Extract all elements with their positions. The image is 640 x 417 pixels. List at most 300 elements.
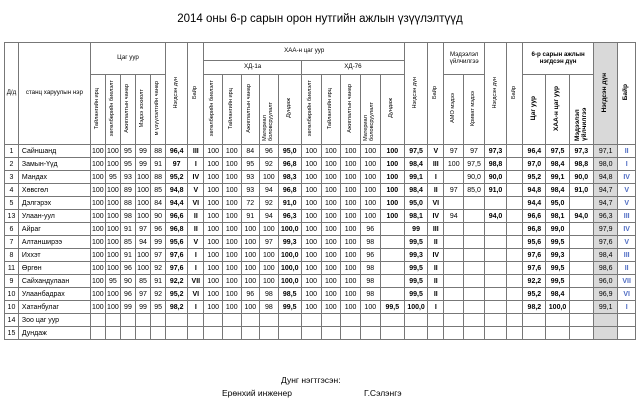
mede-rank bbox=[507, 236, 523, 249]
xd1a-header: ХД-1а bbox=[243, 63, 262, 71]
station-name: Сайншанд bbox=[18, 145, 90, 158]
xd1a-value: 100 bbox=[260, 275, 279, 288]
tu-value: 88 bbox=[151, 145, 166, 158]
xaa-rank: II bbox=[428, 262, 444, 275]
tu-value: 95 bbox=[105, 275, 120, 288]
summary-value: 97,5 bbox=[546, 145, 569, 158]
mede-value bbox=[444, 288, 464, 301]
xd76-col-header: хөтөлбөрийн биелэлт bbox=[307, 80, 314, 137]
mede-rank bbox=[507, 301, 523, 314]
xaa-total bbox=[404, 327, 427, 340]
summary-value: 98,8 bbox=[569, 158, 593, 171]
station-name: Зоо цаг уур bbox=[18, 314, 90, 327]
tu-total: 96,4 bbox=[166, 145, 188, 158]
xd76-value: 100 bbox=[321, 197, 341, 210]
tu-value: 100 bbox=[90, 145, 105, 158]
xd1a-col-header: Тайлангийн ирц bbox=[227, 87, 234, 130]
tu-value: 100 bbox=[90, 301, 105, 314]
xd1a-value: 93 bbox=[241, 171, 260, 184]
xd76-value: 100 bbox=[380, 184, 404, 197]
mede-value bbox=[444, 262, 464, 275]
table-row bbox=[5, 184, 636, 197]
table-row bbox=[5, 158, 636, 171]
xd1a-col-header: Материал боловсруулалт bbox=[261, 102, 274, 142]
mede-value: 97 bbox=[444, 145, 464, 158]
final-rank: II bbox=[618, 145, 636, 158]
tu-value: 100 bbox=[105, 301, 120, 314]
xd1a-value: 97 bbox=[260, 236, 279, 249]
row-number: 8 bbox=[5, 249, 19, 262]
final-rank: IV bbox=[618, 171, 636, 184]
xd1a-value: 92 bbox=[260, 158, 279, 171]
xd76-value: 100 bbox=[360, 171, 380, 184]
xd1a-col-header: Дундаж bbox=[285, 98, 292, 119]
final-rank: V bbox=[618, 236, 636, 249]
xd76-value: 100 bbox=[321, 288, 341, 301]
tu-total: 94,8 bbox=[166, 184, 188, 197]
tu-col-header: м үзүүлэлтийн чанар bbox=[154, 81, 161, 136]
tu-total: 97,6 bbox=[166, 262, 188, 275]
tu-value: 100 bbox=[90, 249, 105, 262]
summary-value: 99,5 bbox=[546, 262, 569, 275]
xd1a-value: 100 bbox=[204, 275, 223, 288]
footer-signer: Г.Сэлэнгэ bbox=[364, 388, 402, 398]
tu-value: 96 bbox=[120, 288, 135, 301]
mede-value bbox=[464, 249, 485, 262]
dd-header: Д/д bbox=[6, 89, 17, 97]
tu-rank: I bbox=[188, 249, 204, 262]
summary-value: 99,5 bbox=[546, 236, 569, 249]
xd1a-value: 95,0 bbox=[278, 145, 301, 158]
xd1a-value: 100 bbox=[222, 288, 241, 301]
summary-value: 96,8 bbox=[523, 223, 546, 236]
summary-value bbox=[523, 314, 546, 327]
xd76-value: 100 bbox=[341, 210, 361, 223]
xd76-value: 100 bbox=[301, 288, 321, 301]
tu-total: 95,2 bbox=[166, 288, 188, 301]
tu-rank: I bbox=[188, 301, 204, 314]
mede-total bbox=[485, 223, 507, 236]
xd76-value: 100 bbox=[301, 236, 321, 249]
mede-total: 94,0 bbox=[485, 210, 507, 223]
tu-value: 91 bbox=[151, 275, 166, 288]
xd76-value: 99,5 bbox=[380, 301, 404, 314]
xd1a-value: 100 bbox=[241, 223, 260, 236]
xd1a-value: 100 bbox=[204, 236, 223, 249]
xd1a-value: 100 bbox=[222, 158, 241, 171]
xd1a-value: 100 bbox=[204, 158, 223, 171]
summary-value bbox=[569, 249, 593, 262]
tu-value: 99 bbox=[120, 301, 135, 314]
tu-value: 95 bbox=[105, 171, 120, 184]
xd1a-value: 99,5 bbox=[278, 301, 301, 314]
xd1a-value: 98,3 bbox=[278, 171, 301, 184]
xd76-value bbox=[341, 327, 361, 340]
summary-value: 90,0 bbox=[569, 171, 593, 184]
summary-value: 91,0 bbox=[569, 184, 593, 197]
xd76-value: 100 bbox=[341, 301, 361, 314]
station-name: Улаанбадрах bbox=[18, 288, 90, 301]
tu-value: 88 bbox=[120, 197, 135, 210]
tu-value: 100 bbox=[135, 171, 150, 184]
xd76-value: 100 bbox=[360, 197, 380, 210]
xaa-total: 99,3 bbox=[404, 249, 427, 262]
tu-value: 100 bbox=[135, 262, 150, 275]
mede-value bbox=[464, 210, 485, 223]
tu-value: 91 bbox=[120, 223, 135, 236]
tu-rank bbox=[188, 327, 204, 340]
xd76-value bbox=[380, 223, 404, 236]
tu-col-header: Ажиглалтын чанар bbox=[124, 84, 131, 133]
xd76-col-header: Дундаж bbox=[388, 98, 395, 119]
tu-value: 85 bbox=[151, 184, 166, 197]
xd1a-value: 100 bbox=[241, 301, 260, 314]
final-rank: III bbox=[618, 210, 636, 223]
xd1a-value: 100 bbox=[241, 275, 260, 288]
xd76-col-header: Тайлангийн ирц bbox=[326, 87, 333, 130]
xd76-value: 100 bbox=[360, 210, 380, 223]
tu-value bbox=[135, 327, 150, 340]
tu-value: 100 bbox=[105, 262, 120, 275]
station-name: Мандах bbox=[18, 171, 90, 184]
xaa-rank: IV bbox=[428, 249, 444, 262]
xd1a-value: 96 bbox=[260, 145, 279, 158]
mede-value bbox=[464, 223, 485, 236]
xd76-value bbox=[301, 327, 321, 340]
mede-total: 97,3 bbox=[485, 145, 507, 158]
xd1a-value: 100 bbox=[260, 262, 279, 275]
mede-total bbox=[485, 236, 507, 249]
mede-value bbox=[464, 262, 485, 275]
station-name: Айраг bbox=[18, 223, 90, 236]
xd76-value: 100 bbox=[341, 288, 361, 301]
mede-total bbox=[485, 301, 507, 314]
mede-value: 94 bbox=[444, 210, 464, 223]
station-name: Замын-Үүд bbox=[18, 158, 90, 171]
xd76-col-header: Ажиглалтын чанар bbox=[346, 84, 353, 133]
xd76-value: 100 bbox=[321, 301, 341, 314]
station-name: Улаан-уул bbox=[18, 210, 90, 223]
xd76-value: 100 bbox=[301, 145, 321, 158]
mede-value: 97,5 bbox=[464, 158, 485, 171]
tu-value: 100 bbox=[105, 158, 120, 171]
summary-value: 95,2 bbox=[523, 288, 546, 301]
tu-total: 92,2 bbox=[166, 275, 188, 288]
mede-value bbox=[444, 314, 464, 327]
xd76-value: 100 bbox=[341, 223, 361, 236]
xd1a-value: 100 bbox=[222, 210, 241, 223]
tu-value: 100 bbox=[105, 197, 120, 210]
mede-value bbox=[444, 275, 464, 288]
summary-value bbox=[569, 197, 593, 210]
xd1a-value: 100 bbox=[204, 184, 223, 197]
xd76-value: 100 bbox=[341, 184, 361, 197]
tu-value bbox=[105, 314, 120, 327]
tu-rank: V bbox=[188, 236, 204, 249]
xd1a-value: 100 bbox=[204, 262, 223, 275]
tu-total: 96,6 bbox=[166, 210, 188, 223]
mede-value: 97 bbox=[444, 184, 464, 197]
tu-rank: VI bbox=[188, 197, 204, 210]
tu-rank: VII bbox=[188, 275, 204, 288]
final-rank: VII bbox=[618, 275, 636, 288]
tu-value: 92 bbox=[151, 262, 166, 275]
tu-value: 100 bbox=[105, 210, 120, 223]
tu-value: 85 bbox=[135, 275, 150, 288]
xaa-total: 100,0 bbox=[404, 301, 427, 314]
xaa-rank bbox=[428, 327, 444, 340]
xd76-value bbox=[380, 288, 404, 301]
mede-rank bbox=[507, 314, 523, 327]
xd1a-value: 100 bbox=[260, 249, 279, 262]
xd76-value bbox=[301, 314, 321, 327]
xd1a-value: 98,5 bbox=[278, 288, 301, 301]
summary-value: 95,0 bbox=[546, 197, 569, 210]
xaa-total: 99 bbox=[404, 223, 427, 236]
summary-value: 96,6 bbox=[523, 210, 546, 223]
table-row bbox=[5, 288, 636, 301]
summary-value: 99,5 bbox=[546, 275, 569, 288]
nem-dun3-header: Нэгдсэн дүн bbox=[601, 72, 609, 113]
xd76-value: 100 bbox=[360, 301, 380, 314]
xd1a-value: 100 bbox=[222, 197, 241, 210]
tu-value: 99 bbox=[135, 158, 150, 171]
xd1a-value: 100 bbox=[204, 223, 223, 236]
xaa-total: 95,0 bbox=[404, 197, 427, 210]
xd1a-value bbox=[278, 327, 301, 340]
mede-total bbox=[485, 262, 507, 275]
mede-total bbox=[485, 327, 507, 340]
final-total bbox=[594, 314, 618, 327]
xd1a-value: 100 bbox=[241, 236, 260, 249]
xd76-col-header: Материал боловсруулалт bbox=[363, 102, 376, 142]
xd1a-value: 100 bbox=[204, 145, 223, 158]
xaa-rank: IV bbox=[428, 210, 444, 223]
bair-mede-header: Байр bbox=[510, 85, 517, 99]
xaa-total: 98,1 bbox=[404, 210, 427, 223]
xd1a-value: 100 bbox=[260, 171, 279, 184]
xd1a-value bbox=[204, 314, 223, 327]
station-name: Дундаж bbox=[18, 327, 90, 340]
bair-header: Байр bbox=[191, 85, 198, 99]
final-total: 96,9 bbox=[594, 288, 618, 301]
tu-value: 100 bbox=[90, 210, 105, 223]
tu-value: 97 bbox=[135, 288, 150, 301]
mede-value bbox=[444, 327, 464, 340]
mede-rank bbox=[507, 249, 523, 262]
xd76-value: 100 bbox=[321, 223, 341, 236]
xd1a-value: 99,3 bbox=[278, 236, 301, 249]
xd76-value: 100 bbox=[380, 171, 404, 184]
xaa-rank: I bbox=[428, 171, 444, 184]
xaa-rank: II bbox=[428, 236, 444, 249]
tu-total: 98,2 bbox=[166, 301, 188, 314]
tu-value: 91 bbox=[151, 158, 166, 171]
tu-value: 99 bbox=[135, 145, 150, 158]
xd76-value: 96 bbox=[360, 249, 380, 262]
xd1a-value: 100 bbox=[260, 223, 279, 236]
tu-rank: II bbox=[188, 223, 204, 236]
tu-value: 97 bbox=[151, 249, 166, 262]
row-number: 9 bbox=[5, 275, 19, 288]
mede-value: 90,0 bbox=[464, 171, 485, 184]
mede-value bbox=[444, 171, 464, 184]
xd1a-value: 100 bbox=[204, 210, 223, 223]
final-rank: III bbox=[618, 249, 636, 262]
tu-value: 100 bbox=[90, 288, 105, 301]
xaa-rank: VI bbox=[428, 197, 444, 210]
xd1a-value: 93 bbox=[241, 184, 260, 197]
xd76-value: 100 bbox=[380, 197, 404, 210]
xd76-value bbox=[380, 275, 404, 288]
xd1a-value: 100,0 bbox=[278, 262, 301, 275]
mede-rank bbox=[507, 171, 523, 184]
tu-value: 97 bbox=[135, 223, 150, 236]
mede-header: Мэдээлэл үйлчилгээ bbox=[449, 51, 479, 65]
xd1a-value: 96,8 bbox=[278, 158, 301, 171]
xd1a-value: 98 bbox=[260, 301, 279, 314]
xd1a-value bbox=[204, 327, 223, 340]
xd1a-value: 100 bbox=[222, 236, 241, 249]
tu-col-header: хөтөлбөрийн биелэлт bbox=[108, 80, 115, 137]
tu-rank: I bbox=[188, 158, 204, 171]
xaa-rank: I bbox=[428, 301, 444, 314]
tu-rank: IV bbox=[188, 171, 204, 184]
summary-value bbox=[569, 275, 593, 288]
xd76-value bbox=[321, 327, 341, 340]
nem-dun2-header: Нэгдсэн дүн bbox=[412, 76, 419, 109]
xd76-value: 100 bbox=[301, 301, 321, 314]
mede-rank bbox=[507, 288, 523, 301]
mede-value bbox=[464, 288, 485, 301]
summary-value bbox=[569, 327, 593, 340]
tu-value: 99 bbox=[135, 301, 150, 314]
final-rank: I bbox=[618, 158, 636, 171]
final-total: 98,4 bbox=[594, 249, 618, 262]
tu-value bbox=[151, 314, 166, 327]
summary-value: 100,0 bbox=[546, 301, 569, 314]
tu-value: 96 bbox=[151, 223, 166, 236]
station-header: станц харуулын нэр bbox=[25, 89, 83, 97]
row-number: 10 bbox=[5, 288, 19, 301]
final-rank bbox=[618, 327, 636, 340]
summary-value: 99,0 bbox=[546, 223, 569, 236]
xd76-value: 100 bbox=[301, 249, 321, 262]
xaa-rank: II bbox=[428, 288, 444, 301]
station-name: Хатанбулаг bbox=[18, 301, 90, 314]
final-total: 97,9 bbox=[594, 223, 618, 236]
summary-value: 94,8 bbox=[523, 184, 546, 197]
mede-rank bbox=[507, 327, 523, 340]
summary-value bbox=[523, 327, 546, 340]
tu-value bbox=[90, 327, 105, 340]
xd1a-value bbox=[260, 314, 279, 327]
mede-value bbox=[464, 275, 485, 288]
tu-value: 95 bbox=[120, 145, 135, 158]
tu-total bbox=[166, 327, 188, 340]
kri-header: Криват мэдээ bbox=[470, 90, 477, 126]
final-rank: IV bbox=[618, 223, 636, 236]
sar6-header: 6-р сарын ажлын нэгдсэн дүн bbox=[531, 51, 585, 65]
tu-total: 95,6 bbox=[166, 236, 188, 249]
xd76-value: 98 bbox=[360, 262, 380, 275]
xd1a-value: 100 bbox=[204, 249, 223, 262]
tu-value bbox=[120, 327, 135, 340]
xd1a-value: 100 bbox=[204, 171, 223, 184]
tu-value: 100 bbox=[105, 288, 120, 301]
mede-total: 90,0 bbox=[485, 171, 507, 184]
xaa-total: 99,5 bbox=[404, 262, 427, 275]
xd76-value bbox=[380, 314, 404, 327]
tu-value bbox=[120, 314, 135, 327]
xd76-header: ХД-76 bbox=[344, 63, 362, 71]
station-name: Алтанширээ bbox=[18, 236, 90, 249]
station-name: Иххэт bbox=[18, 249, 90, 262]
tu-value: 100 bbox=[105, 249, 120, 262]
summary-value: 98,4 bbox=[546, 158, 569, 171]
xd76-value: 100 bbox=[380, 145, 404, 158]
xd76-value: 100 bbox=[301, 197, 321, 210]
xd76-value: 100 bbox=[321, 275, 341, 288]
xd76-value: 100 bbox=[321, 184, 341, 197]
xaa-total: 97,5 bbox=[404, 145, 427, 158]
tu-value: 88 bbox=[151, 171, 166, 184]
tu-total bbox=[166, 314, 188, 327]
tu-value: 100 bbox=[90, 184, 105, 197]
final-total: 99,1 bbox=[594, 301, 618, 314]
xd76-value: 100 bbox=[301, 158, 321, 171]
tu-value: 85 bbox=[120, 236, 135, 249]
xd76-value bbox=[380, 236, 404, 249]
xd1a-value: 92 bbox=[260, 197, 279, 210]
table-row bbox=[5, 197, 636, 210]
xd1a-value: 94 bbox=[260, 210, 279, 223]
xd1a-value: 91,0 bbox=[278, 197, 301, 210]
tu-value: 100 bbox=[90, 275, 105, 288]
summary-value: 98,1 bbox=[546, 210, 569, 223]
xd76-value: 100 bbox=[321, 236, 341, 249]
final-total: 96,0 bbox=[594, 275, 618, 288]
tu-value: 100 bbox=[90, 236, 105, 249]
xd1a-value bbox=[241, 327, 260, 340]
tu-value: 98 bbox=[120, 210, 135, 223]
final-total: 94,7 bbox=[594, 197, 618, 210]
final-rank bbox=[618, 314, 636, 327]
tu-value: 92 bbox=[151, 288, 166, 301]
xd1a-value: 95 bbox=[241, 158, 260, 171]
xd1a-value: 100,0 bbox=[278, 223, 301, 236]
tu-value: 100 bbox=[90, 158, 105, 171]
xaa-rank bbox=[428, 314, 444, 327]
tu-value: 90 bbox=[151, 210, 166, 223]
xd76-value: 100 bbox=[301, 171, 321, 184]
xd76-value: 100 bbox=[360, 145, 380, 158]
summary-value: 94,4 bbox=[523, 197, 546, 210]
table-row bbox=[5, 171, 636, 184]
summary-value: 98,4 bbox=[546, 288, 569, 301]
tu-value: 100 bbox=[135, 197, 150, 210]
mede-value bbox=[444, 236, 464, 249]
mede-total bbox=[485, 197, 507, 210]
mede-rank bbox=[507, 275, 523, 288]
final-rank: V bbox=[618, 197, 636, 210]
summary-value: 99,3 bbox=[546, 249, 569, 262]
summary-value: 97,6 bbox=[523, 262, 546, 275]
final-total: 98,0 bbox=[594, 158, 618, 171]
row-number: 11 bbox=[5, 262, 19, 275]
row-number: 3 bbox=[5, 171, 19, 184]
mede-rank bbox=[507, 197, 523, 210]
